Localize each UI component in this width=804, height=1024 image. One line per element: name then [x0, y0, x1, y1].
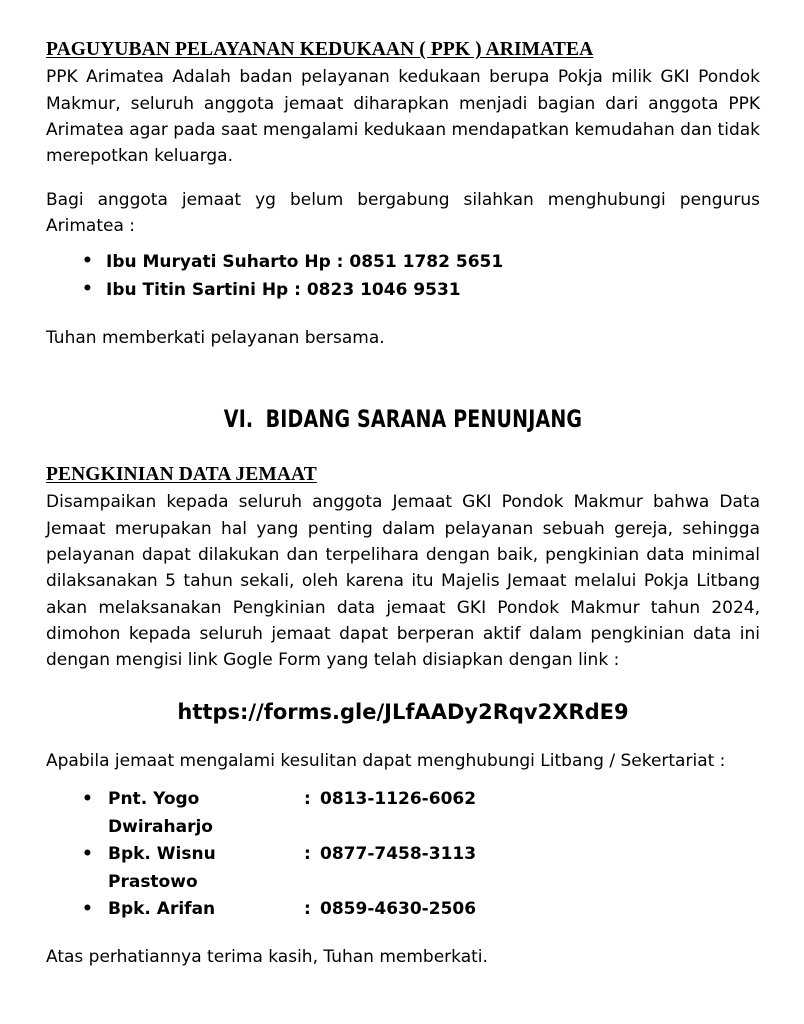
pengkinian-data-description: Disampaikan kepada seluruh anggota Jemaat GKI Pondok Makmur bahwa Data Jemaat merupakan hal yang penting dalam pelayanan sebuah gereja, sehingga pelayanan dapat dilakukan dan terpelihara dengan baik, pengkinian data minimal dilaksanakan 5 tahun sekali, oleh karena itu Majelis Jemaat melalui Pokja Litbang akan melaksanakan Pengkinian data jemaat GKI Pondok Makmur tahun 2024, dimohon kepada seluruh jemaat dapat berperan aktif dalam pengkinian data ini dengan mengisi link Gogle Form yang telah disiapkan dengan link :	[46, 492, 760, 671]
table-row	[82, 841, 476, 896]
contact-phone: 0859-4630-2506	[320, 899, 477, 920]
ppk-arimatea-closing: Tuhan memberkati pelayanan bersama.	[46, 327, 385, 348]
bullet-icon: •	[82, 844, 93, 865]
list-item: • Ibu Muryati Suharto Hp : 0851 1782 5651	[82, 249, 760, 277]
roman-section-number: VI.	[223, 404, 254, 433]
table-row	[82, 786, 476, 841]
contact-name: Bpk. Wisnu Prastowo	[108, 844, 216, 892]
ppk-arimatea-join-instruction: Bagi anggota jemaat yg belum bergabung silahkan menghubungi pengurus Arimatea :	[46, 189, 760, 237]
subsection-heading-pengkinian-data-jemaat: PENGKINIAN DATA JEMAAT	[46, 463, 317, 485]
list-item: • Ibu Titin Sartini Hp : 0823 1046 9531	[82, 277, 760, 305]
google-form-link[interactable]: https://forms.gle/JLfAADy2Rqv2XRdE9	[177, 699, 629, 724]
roman-section-title: BIDANG SARANA PENUNJANG	[265, 404, 583, 433]
contact-separator: :	[304, 788, 311, 809]
ppk-arimatea-contact-list	[46, 249, 760, 304]
contact-separator: :	[304, 899, 311, 920]
pengkinian-help-line: Apabila jemaat mengalami kesulitan dapat menghubungi Litbang / Sekertariat :	[46, 750, 726, 771]
roman-section-heading	[89, 405, 717, 433]
ppk-arimatea-description: PPK Arimatea Adalah badan pelayanan kedukaan berupa Pokja milik GKI Pondok Makmur, seluruh anggota jemaat diharapkan menjadi bagian dari anggota PPK Arimatea agar pada saat mengalami kedukaan mendapatkan kemudahan dan tidak merepotkan keluarga.	[46, 67, 760, 167]
contact-phone: 0877-7458-3113	[320, 844, 477, 865]
contact-name: Bpk. Arifan	[108, 899, 216, 920]
section-heading-ppk-arimatea: PAGUYUBAN PELAYANAN KEDUKAAN ( PPK ) ARIMATEA	[46, 39, 594, 60]
litbang-contact-table	[82, 786, 476, 924]
contact-phone: 0813-1126-6062	[320, 788, 477, 809]
pengkinian-closing: Atas perhatiannya terima kasih, Tuhan memberkati.	[46, 946, 488, 967]
contact-name: Pnt. Yogo Dwiraharjo	[108, 788, 213, 837]
bullet-icon: •	[82, 788, 93, 809]
contact-separator: :	[304, 844, 311, 865]
table-row	[82, 896, 476, 924]
bullet-icon: •	[82, 899, 93, 920]
